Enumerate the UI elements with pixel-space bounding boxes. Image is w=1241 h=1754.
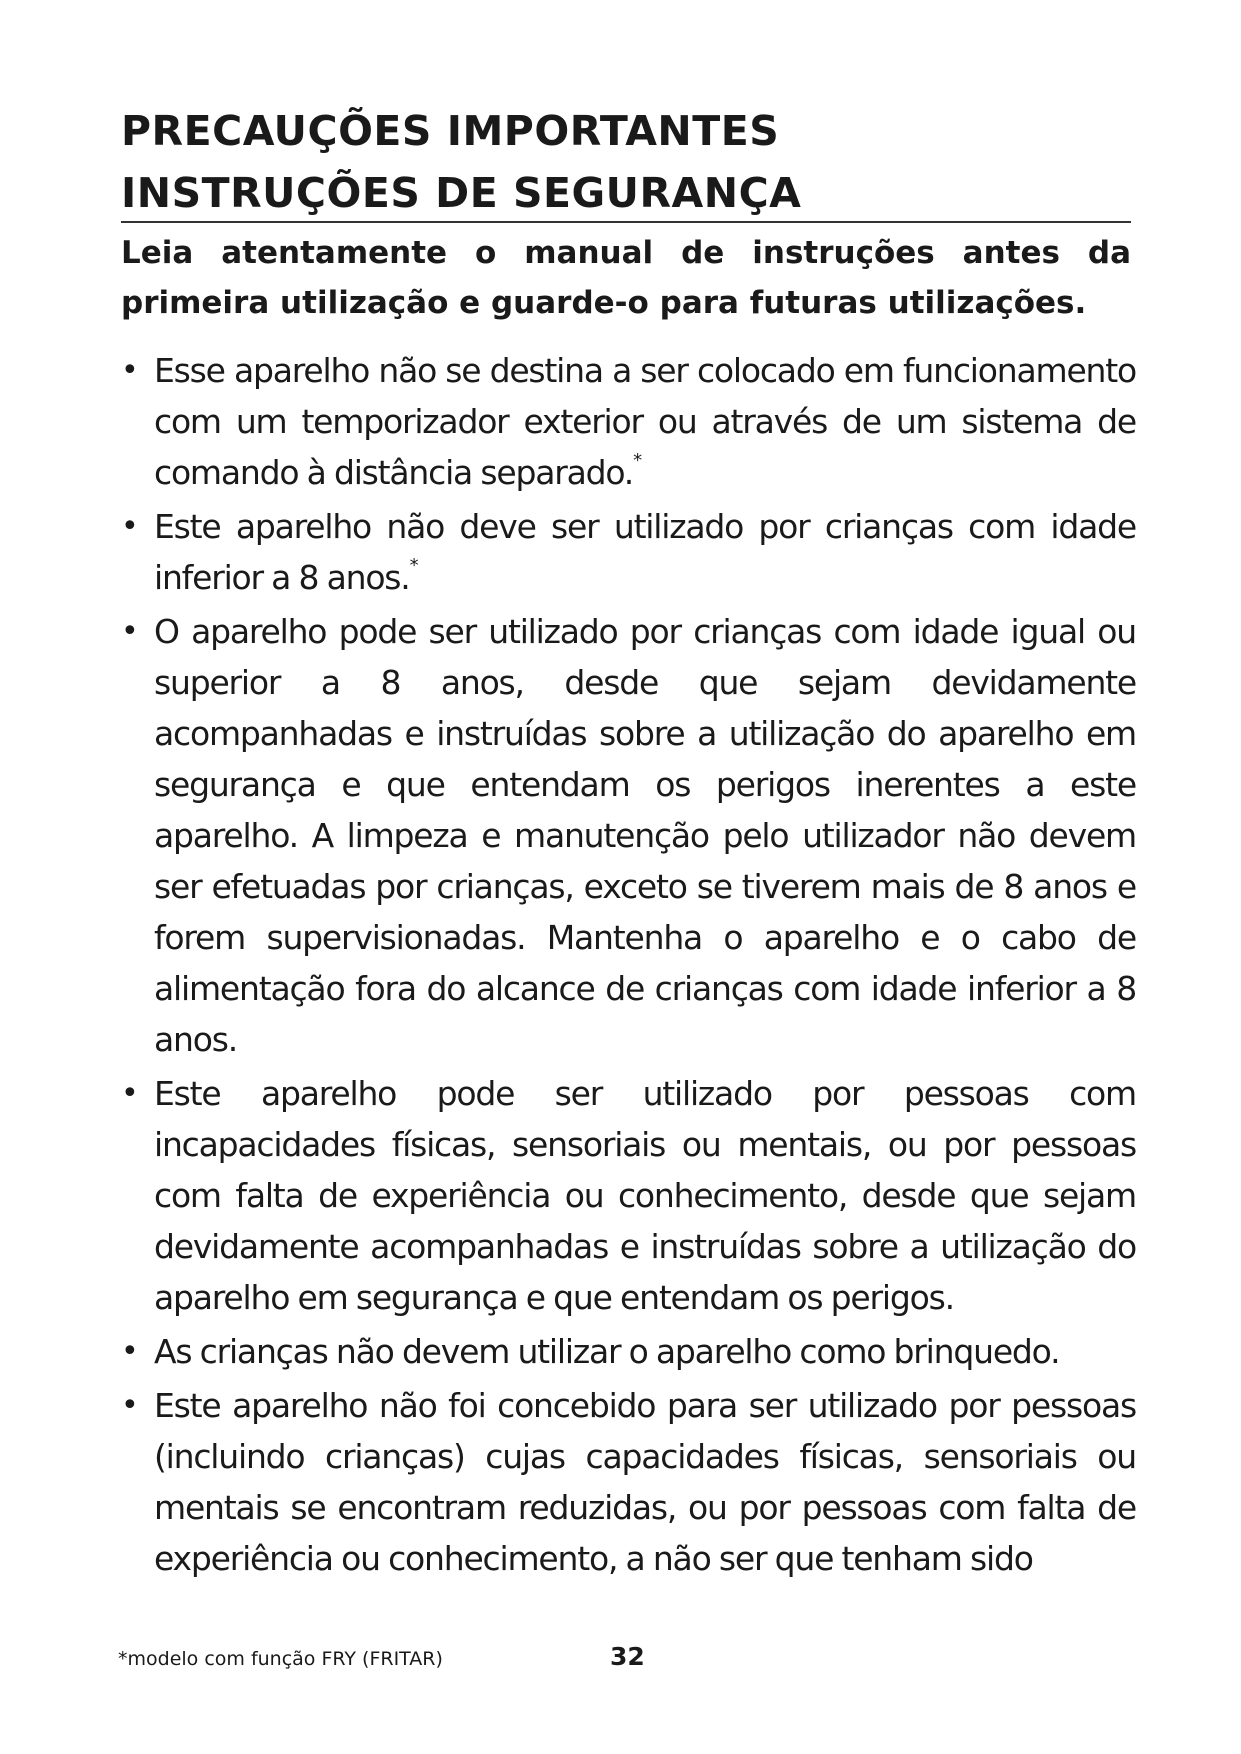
bullet-icon: •	[121, 353, 138, 388]
list-item-text: Este aparelho não foi concebido para ser utilizado por pessoas (incluindo crianças) cujas capacidades físicas, sensoriais ou mentais se encontram reduzidas, ou por pessoas com falta de experiência ou conhecimento, a não ser que tenham sido	[154, 1386, 1136, 1578]
list-item	[121, 345, 1136, 498]
safety-instructions-list	[121, 345, 1136, 1587]
title-line-safety: INSTRUÇÕES DE SEGURANÇA	[121, 169, 802, 217]
list-item	[121, 1068, 1136, 1323]
bullet-icon: •	[121, 1076, 138, 1111]
list-item-text: As crianças não devem utilizar o aparelho como brinquedo.	[154, 1332, 1060, 1371]
bullet-icon: •	[121, 1388, 138, 1423]
list-item-text: Este aparelho não deve ser utilizado por crianças com idade inferior a 8 anos.	[154, 507, 1136, 597]
list-item	[121, 606, 1136, 1065]
title-divider	[121, 221, 1131, 223]
list-item	[121, 501, 1136, 603]
list-item-text: Este aparelho pode ser utilizado por pessoas com incapacidades físicas, sensoriais ou mentais, ou por pessoas com falta de experiência ou conhecimento, desde que sejam devidamente acompanhadas e instruídas sobre a utilização do aparelho em segurança e que entendam os perigos.	[154, 1074, 1136, 1317]
bullet-icon: •	[121, 509, 138, 544]
title-line-precautions: PRECAUÇÕES IMPORTANTES	[121, 107, 780, 155]
list-item	[121, 1380, 1136, 1584]
list-item-text: O aparelho pode ser utilizado por crianças com idade igual ou superior a 8 anos, desde que sejam devidamente acompanhadas e instruídas sobre a utilização do aparelho em segurança e que entendam os perigos inerentes a este aparelho. A limpeza e manutenção pelo utilizador não devem ser efetuadas por crianças, exceto se tiverem mais de 8 anos e forem supervisionadas. Mantenha o aparelho e o cabo de alimentação fora do alcance de crianças com idade inferior a 8 anos.	[154, 612, 1136, 1059]
intro-paragraph: Leia atentamente o manual de instruções antes da primeira utilização e guarde-o para futuras utilizações.	[121, 235, 1131, 321]
list-item	[121, 1326, 1136, 1377]
page-number: 32	[610, 1642, 645, 1671]
page-title	[121, 100, 1131, 224]
footnote-marker: *	[409, 555, 418, 576]
footnote: *modelo com função FRY (FRITAR)	[118, 1648, 443, 1670]
bullet-icon: •	[121, 1334, 138, 1369]
bullet-icon: •	[121, 614, 138, 649]
list-item-text: Esse aparelho não se destina a ser colocado em funcionamento com um temporizador exterior ou através de um sistema de comando à distância separado.	[154, 351, 1136, 492]
footnote-marker: *	[633, 450, 641, 471]
